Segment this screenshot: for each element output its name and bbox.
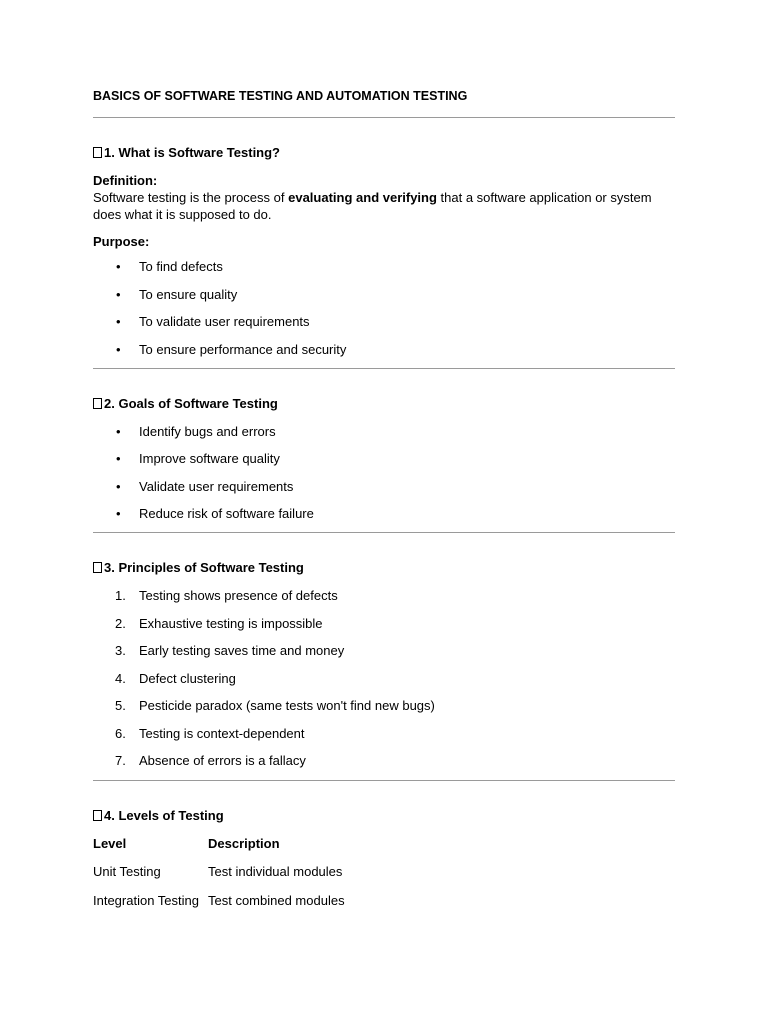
list-item-text: Identify bugs and errors	[139, 423, 276, 439]
number-marker: 4.	[115, 670, 126, 686]
section-heading-text: 3. Principles of Software Testing	[104, 560, 304, 575]
table-header-cell: Level	[93, 836, 127, 851]
definition-text-bold: evaluating and verifying	[288, 190, 437, 205]
bullet-marker: •	[116, 423, 121, 439]
list-item-text: To find defects	[139, 259, 223, 274]
table-cell: Unit Testing	[93, 864, 161, 879]
number-marker: 7.	[115, 753, 126, 768]
missing-glyph-box-icon	[93, 147, 102, 158]
bullet-marker: •	[116, 341, 121, 357]
table-cell: Test individual modules	[208, 864, 343, 879]
section-heading-goals	[93, 395, 675, 413]
list-item-text: To ensure performance and security	[139, 341, 347, 357]
list-item-text: Absence of errors is a fallacy	[139, 753, 306, 768]
number-marker: 2.	[115, 615, 126, 631]
list-item	[93, 423, 675, 440]
bullet-marker: •	[116, 478, 121, 494]
number-marker: 1.	[115, 588, 126, 603]
list-item	[93, 670, 675, 687]
section-heading-principles	[93, 559, 675, 577]
list-item-text: Early testing saves time and money	[139, 643, 345, 658]
list-item	[93, 725, 675, 742]
list-item	[93, 642, 675, 659]
list-item	[93, 341, 675, 358]
definition-paragraph	[93, 189, 675, 223]
list-item-text: Reduce risk of software failure	[139, 506, 314, 521]
bullet-marker: •	[116, 451, 121, 466]
number-marker: 3.	[115, 643, 126, 658]
list-item	[93, 286, 675, 303]
table-cell: Test combined modules	[208, 893, 345, 908]
number-marker: 5.	[115, 698, 126, 713]
list-item-text: Validate user requirements	[139, 478, 294, 494]
table-row	[93, 863, 348, 892]
list-item-text: To ensure quality	[139, 286, 238, 302]
document-content	[93, 87, 675, 921]
list-item-text: Improve software quality	[139, 451, 280, 466]
list-item-text: Defect clustering	[139, 670, 236, 686]
missing-glyph-box-icon	[93, 562, 102, 573]
levels-table	[93, 835, 348, 921]
list-item	[93, 505, 675, 522]
purpose-label: Purpose:	[93, 234, 150, 249]
goals-list	[93, 423, 675, 523]
table-row	[93, 892, 348, 921]
list-item	[93, 258, 675, 275]
number-marker: 6.	[115, 725, 126, 741]
list-item	[93, 615, 675, 632]
list-item	[93, 478, 675, 495]
bullet-marker: •	[116, 506, 121, 521]
definition-text-pre: Software testing is the process of	[93, 190, 289, 205]
section-heading-what-is-testing	[93, 144, 675, 162]
list-item-text: To validate user requirements	[139, 314, 310, 329]
bullet-marker: •	[116, 314, 121, 329]
list-item-text: Testing is context-dependent	[139, 725, 305, 741]
section-heading-text: 4. Levels of Testing	[104, 808, 224, 823]
list-item-text: Pesticide paradox (same tests won't find new bugs)	[139, 698, 435, 713]
list-item	[93, 752, 675, 769]
list-item	[93, 450, 675, 467]
list-item	[93, 313, 675, 330]
section-heading-text: 1. What is Software Testing?	[104, 145, 281, 160]
definition-text-post: that a software application or system does what it is supposed to do.	[93, 190, 652, 222]
missing-glyph-box-icon	[93, 398, 102, 409]
section-divider	[93, 368, 675, 369]
list-item	[93, 587, 675, 604]
table-header-row	[93, 835, 348, 863]
list-item	[93, 697, 675, 714]
missing-glyph-box-icon	[93, 810, 102, 821]
section-heading-text: 2. Goals of Software Testing	[104, 395, 278, 411]
table-cell: Integration Testing	[93, 893, 199, 908]
list-item-text: Exhaustive testing is impossible	[139, 615, 323, 631]
section-heading-levels	[93, 807, 675, 825]
section-divider	[93, 780, 675, 781]
definition-label: Definition:	[93, 173, 158, 188]
bullet-marker: •	[116, 259, 121, 274]
section-divider	[93, 117, 675, 118]
principles-list	[93, 587, 675, 769]
section-divider	[93, 532, 675, 533]
list-item-text: Testing shows presence of defects	[139, 588, 338, 603]
document-title: BASICS OF SOFTWARE TESTING AND AUTOMATION TESTING	[93, 89, 468, 103]
bullet-marker: •	[116, 286, 121, 302]
table-header-cell: Description	[208, 836, 280, 851]
purpose-list	[93, 258, 675, 358]
